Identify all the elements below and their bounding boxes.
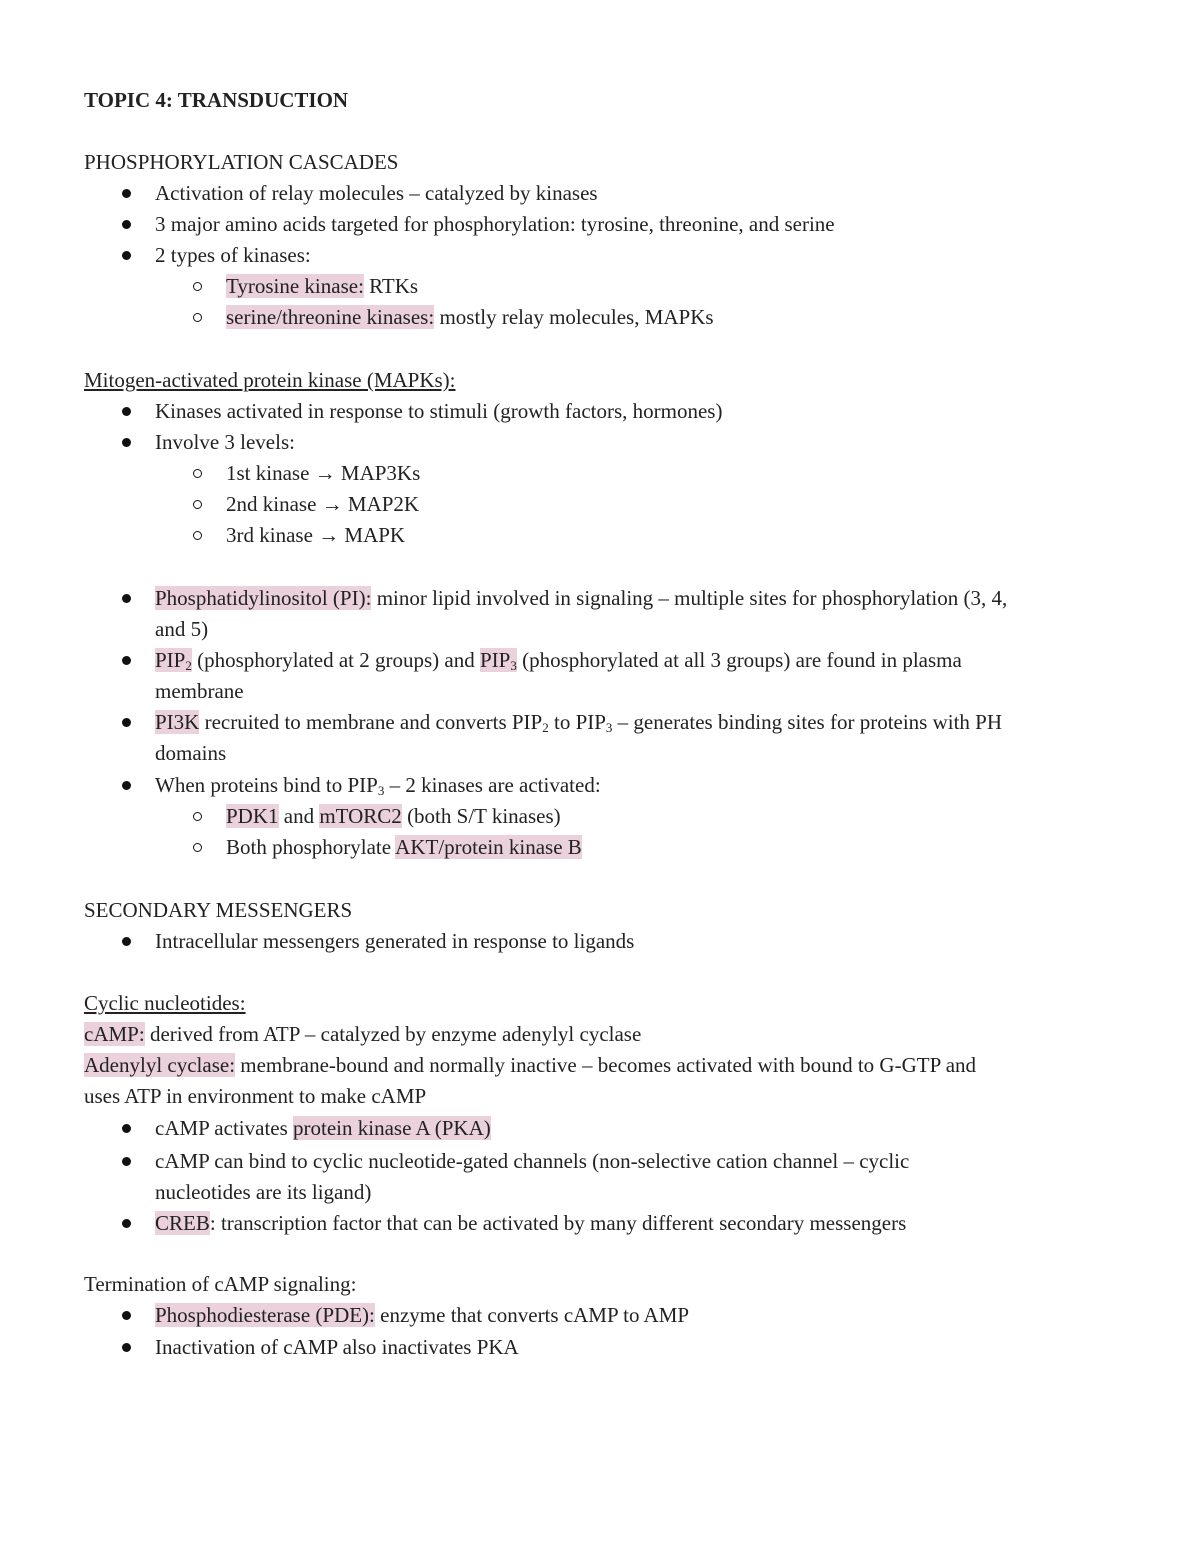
highlighted-term: Phosphatidylinositol (PI): bbox=[155, 586, 372, 610]
subheading-mapk: Mitogen-activated protein kinase (MAPKs): bbox=[84, 368, 456, 392]
subscript: 3 bbox=[605, 720, 613, 735]
sub-list-item: 3rd kinase → MAPK bbox=[226, 523, 406, 547]
item-text: enzyme that converts cAMP to AMP bbox=[374, 1303, 690, 1327]
sub-list-item bbox=[226, 803, 561, 829]
highlighted-term: Adenylyl cyclase: bbox=[84, 1053, 236, 1077]
bullet-icon bbox=[122, 594, 131, 603]
bullet-icon bbox=[122, 718, 131, 727]
list-item: Activation of relay molecules – catalyzed by kinases bbox=[155, 181, 598, 205]
item-text: and bbox=[278, 804, 320, 828]
bullet-icon bbox=[122, 1157, 131, 1166]
item-text: minor lipid involved in signaling – multiple sites for phosphorylation (3, 4, bbox=[371, 586, 1008, 610]
item-text: derived from ATP – catalyzed by enzyme adenylyl cyclase bbox=[144, 1022, 642, 1046]
sub-bullet-icon bbox=[193, 531, 202, 540]
highlighted-term: PI3K bbox=[155, 710, 200, 734]
sub-bullet-icon bbox=[193, 500, 202, 509]
list-item: Intracellular messengers generated in response to ligands bbox=[155, 929, 635, 953]
bullet-icon bbox=[122, 438, 131, 447]
sub-bullet-icon bbox=[193, 313, 202, 322]
list-item-continuation: and 5) bbox=[155, 617, 209, 641]
item-text: membrane-bound and normally inactive – becomes activated with bound to G-GTP and bbox=[235, 1053, 977, 1077]
bullet-icon bbox=[122, 1311, 131, 1320]
paragraph-continuation: uses ATP in environment to make cAMP bbox=[84, 1084, 427, 1108]
highlighted-term: Phosphodiesterase (PDE): bbox=[155, 1303, 375, 1327]
item-text: When proteins bind to PIP bbox=[155, 773, 378, 797]
item-text: to PIP bbox=[548, 710, 606, 734]
highlighted-term bbox=[155, 648, 192, 672]
bullet-icon bbox=[122, 407, 131, 416]
item-text: recruited to membrane and converts PIP bbox=[199, 710, 543, 734]
list-item: Involve 3 levels: bbox=[155, 430, 295, 454]
bullet-icon bbox=[122, 1219, 131, 1228]
sub-list-item: 1st kinase → MAP3Ks bbox=[226, 461, 421, 485]
subscript: 3 bbox=[510, 658, 517, 673]
list-item bbox=[155, 1302, 689, 1328]
highlighted-term: CREB bbox=[155, 1211, 210, 1235]
sub-bullet-icon bbox=[193, 282, 202, 291]
list-item bbox=[155, 1115, 491, 1141]
highlighted-term: serine/threonine kinases: bbox=[226, 305, 435, 329]
sub-bullet-icon bbox=[193, 843, 202, 852]
subheading-termination: Termination of cAMP signaling: bbox=[84, 1272, 357, 1296]
term-text: PIP bbox=[155, 648, 186, 672]
bullet-icon bbox=[122, 251, 131, 260]
bullet-icon bbox=[122, 1124, 131, 1133]
sub-list-item: 2nd kinase → MAP2K bbox=[226, 492, 420, 516]
highlighted-term: protein kinase A (PKA) bbox=[293, 1116, 491, 1140]
list-item bbox=[155, 772, 601, 798]
list-item: 2 types of kinases: bbox=[155, 243, 311, 267]
highlighted-term: AKT/protein kinase B bbox=[395, 835, 582, 859]
paragraph-camp bbox=[84, 1021, 641, 1047]
item-text: – generates binding sites for proteins with PH bbox=[612, 710, 1003, 734]
item-text: cAMP activates bbox=[155, 1116, 294, 1140]
sub-list-item bbox=[226, 304, 714, 330]
item-text: Both phosphorylate bbox=[226, 835, 396, 859]
sub-bullet-icon bbox=[193, 469, 202, 478]
doc-title: TOPIC 4: TRANSDUCTION bbox=[84, 88, 349, 112]
bullet-icon bbox=[122, 656, 131, 665]
highlighted-term: mTORC2 bbox=[319, 804, 402, 828]
sub-bullet-icon bbox=[193, 812, 202, 821]
subheading-cyclic-nucleotides: Cyclic nucleotides: bbox=[84, 991, 246, 1015]
list-item: 3 major amino acids targeted for phosphorylation: tyrosine, threonine, and serine bbox=[155, 212, 835, 236]
item-text: (phosphorylated at 2 groups) and bbox=[191, 648, 480, 672]
item-text: (phosphorylated at all 3 groups) are found in plasma bbox=[516, 648, 962, 672]
item-text: – 2 kinases are activated: bbox=[384, 773, 601, 797]
sub-list-item bbox=[226, 273, 418, 299]
term-text: PIP bbox=[479, 648, 511, 672]
list-item: Kinases activated in response to stimuli (growth factors, hormones) bbox=[155, 399, 723, 423]
highlighted-term: PDK1 bbox=[226, 804, 279, 828]
bullet-icon bbox=[122, 937, 131, 946]
item-text: : transcription factor that can be activated by many different secondary messengers bbox=[209, 1211, 907, 1235]
list-item: Inactivation of cAMP also inactivates PKA bbox=[155, 1335, 519, 1359]
sub-list-item bbox=[226, 834, 582, 860]
list-item-continuation: membrane bbox=[155, 679, 244, 703]
bullet-icon bbox=[122, 1343, 131, 1352]
section-heading-phosphorylation: PHOSPHORYLATION CASCADES bbox=[84, 150, 399, 174]
list-item-continuation: nucleotides are its ligand) bbox=[155, 1180, 372, 1204]
subscript: 3 bbox=[377, 783, 385, 798]
paragraph-adenylyl-cyclase bbox=[84, 1052, 976, 1078]
section-heading-secondary-messengers: SECONDARY MESSENGERS bbox=[84, 898, 353, 922]
item-text: RTKs bbox=[363, 274, 419, 298]
list-item-continuation: domains bbox=[155, 741, 227, 765]
bullet-icon bbox=[122, 781, 131, 790]
highlighted-term: Tyrosine kinase: bbox=[226, 274, 364, 298]
highlighted-term bbox=[480, 648, 517, 672]
bullet-icon bbox=[122, 189, 131, 198]
subscript: 2 bbox=[542, 720, 549, 735]
highlighted-term: cAMP: bbox=[84, 1022, 145, 1046]
subscript: 2 bbox=[185, 658, 192, 673]
list-item bbox=[155, 647, 962, 673]
list-item bbox=[155, 1210, 906, 1236]
item-text: mostly relay molecules, MAPKs bbox=[434, 305, 714, 329]
bullet-icon bbox=[122, 220, 131, 229]
list-item bbox=[155, 709, 1002, 735]
list-item bbox=[155, 585, 1007, 611]
list-item: cAMP can bind to cyclic nucleotide-gated channels (non-selective cation channel – cyclic bbox=[155, 1149, 910, 1173]
item-text: (both S/T kinases) bbox=[401, 804, 561, 828]
